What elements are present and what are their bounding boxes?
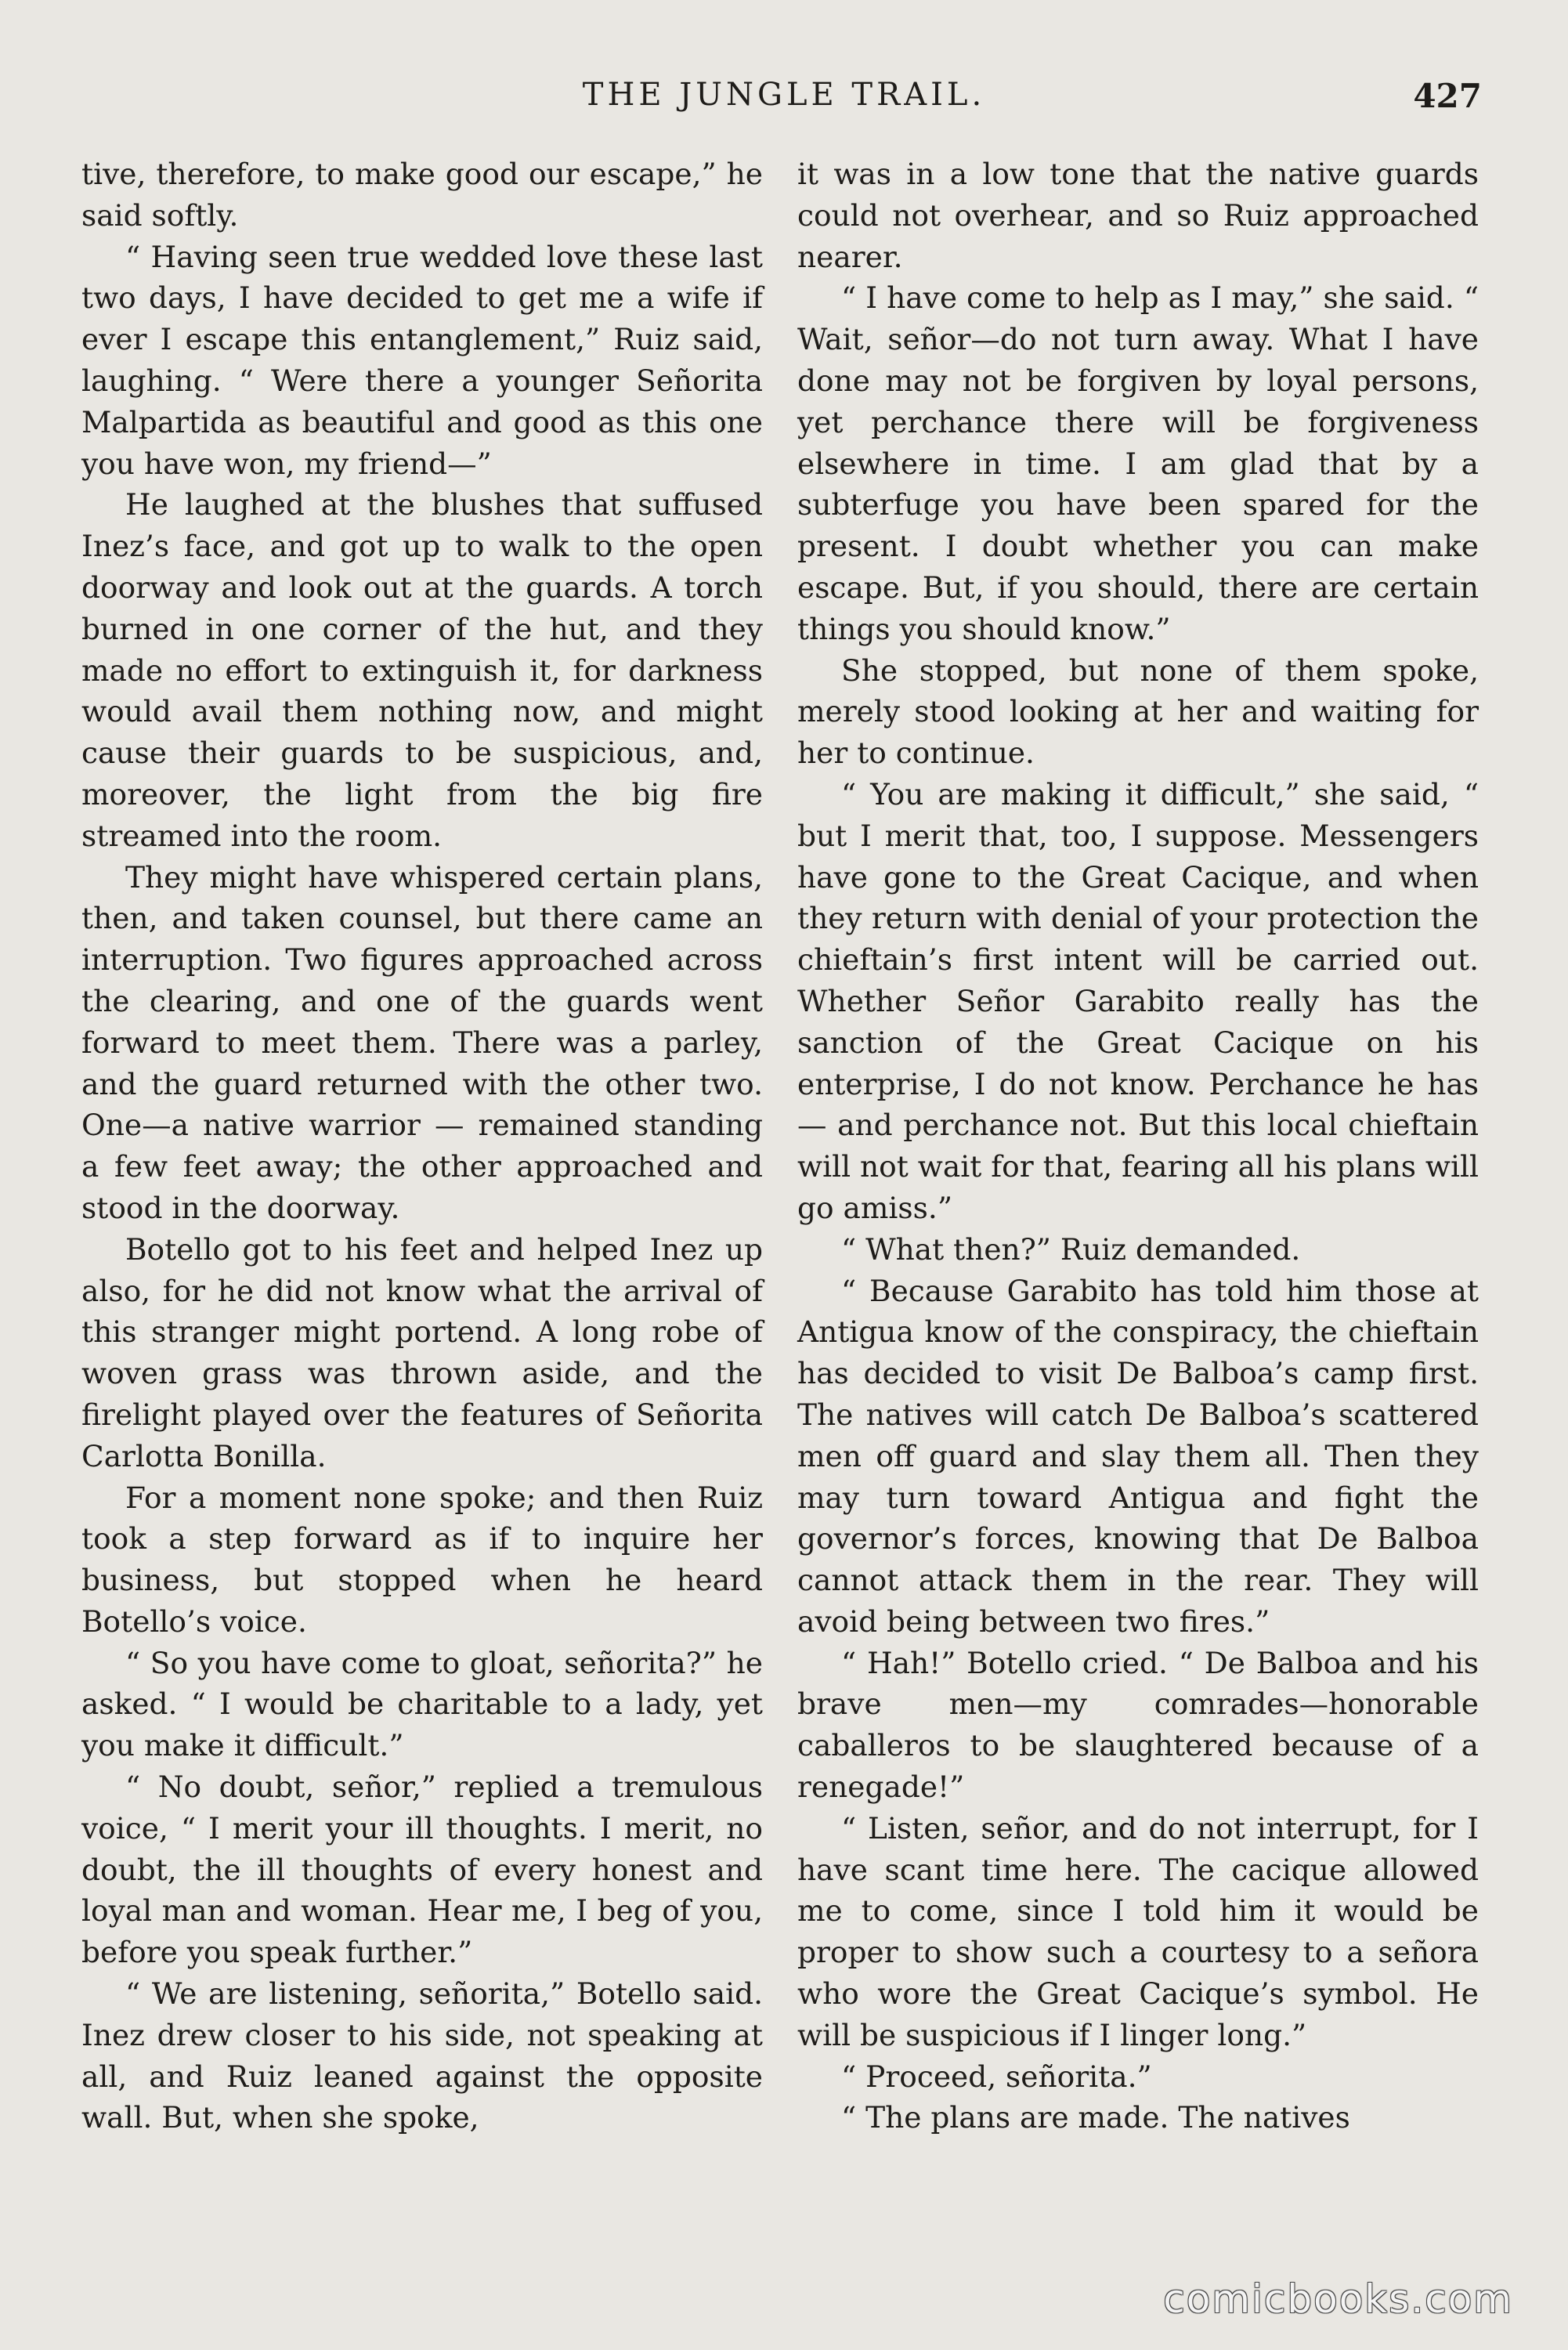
paragraph: For a moment none spoke; and then Ruiz took a step forward as if to inquire her business, but stopped when he heard Botello’s voice. (81, 1480, 763, 1639)
paragraph: She stopped, but none of them spoke, merely stood looking at her and waiting for her to continue. (797, 653, 1479, 771)
paragraph: “ I have come to help as I may,” she said. “ Wait, señor—do not turn away. What I have done may not be forgiven by loyal persons, yet perchance there will be forgiveness elsewhere in time. I am glad that by a subterfuge you have been spared for the present. I doubt whether you can make escape. But, if you should, there are certain things you should know.” (797, 280, 1479, 646)
paragraph: He laughed at the blushes that suffused Inez’s face, and got up to walk to the open doorway and look out at the guards. A torch burned in one corner of the hut, and they made no effort to extinguish it, for darkness would avail them nothing now, and might cause their guards to be suspicious, and, moreover, the light from the big fire streamed into the room. (81, 487, 763, 853)
paragraph: “ Hah!” Botello cried. “ De Balboa and his brave men—my comrades—honorable caballeros to be slaughtered because of a renegade!” (797, 1645, 1479, 1805)
site-watermark: comicbooks.com (1163, 2276, 1513, 2322)
paragraph: “ The plans are made. The natives (841, 2100, 1350, 2135)
paragraph: “ What then?” Ruiz demanded. (841, 1231, 1301, 1267)
paragraph: “ No doubt, señor,” replied a tremulous voice, “ I merit your ill thoughts. I merit, no doubt, the ill thoughts of every honest and loyal man and woman. Hear me, I beg of you, before you speak further.” (81, 1770, 763, 1970)
running-title: THE JUNGLE TRAIL. (582, 77, 986, 113)
page-number: 427 (1413, 77, 1482, 115)
paragraph: They might have whispered certain plans, then, and taken counsel, but there came an interruption. Two figures approached across the clearing, and one of the guards went forward to meet them. There was a parley, and the guard returned with the other two. One—a native warrior — remained standing a few feet away; the other approached and stood in the doorway. (81, 859, 763, 1225)
paragraph: Botello got to his feet and helped Inez up also, for he did not know what the arrival of this stranger might portend. A long robe of woven grass was thrown aside, and the firelight played over the features of Señorita Carlotta Bonilla. (81, 1231, 763, 1473)
paragraph: “ You are making it difficult,” she said, “ but I merit that, too, I suppose. Messengers have gone to the Great Cacique, and when they return with denial of your protection the chieftain’s first intent will be carried out. Whether Señor Garabito really has the sanction of the Great Cacique on his enterprise, I do not know. Perchance he has — and perchance not. But this local chieftain will not wait for that, fearing all his plans will go amiss.” (797, 776, 1479, 1225)
paragraph: “ We are listening, señorita,” Botello said. Inez drew closer to his side, not speaking at all, and Ruiz leaned against the opposite wall. But, when she spoke, (81, 1976, 763, 2135)
paragraph: “ Having seen true wedded love these last two days, I have decided to get me a wife if ever I escape this entanglement,” Ruiz said, laughing. “ Were there a younger Señorita Malpartida as beautiful and good as this one you have won, my friend—” (81, 239, 763, 481)
paragraph: “ Listen, señor, and do not interrupt, for I have scant time here. The cacique allowed me to come, since I told him it would be proper to show such a courtesy to a señora who wore the Great Cacique’s symbol. He will be suspicious if I linger long.” (797, 1810, 1479, 2052)
left-column (81, 154, 763, 2138)
paragraph: “ Proceed, señorita.” (841, 2059, 1152, 2094)
paragraph: tive, therefore, to make good our escape,” he said softly. (81, 157, 763, 233)
running-head (0, 77, 1568, 124)
right-column (797, 154, 1479, 2138)
paragraph: it was in a low tone that the native guards could not overhear, and so Ruiz approached nearer. (797, 157, 1479, 274)
paragraph: “ So you have come to gloat, señorita?” he asked. “ I would be charitable to a lady, yet you make it difficult.” (81, 1645, 763, 1763)
paragraph: “ Because Garabito has told him those at Antigua know of the conspiracy, the chieftain has decided to visit De Balboa’s camp first. The natives will catch De Balboa’s scattered men off guard and slay them all. Then they may turn toward Antigua and fight the governor’s forces, knowing that De Balboa cannot attack them in the rear. They will avoid being between two fires.” (797, 1273, 1479, 1639)
